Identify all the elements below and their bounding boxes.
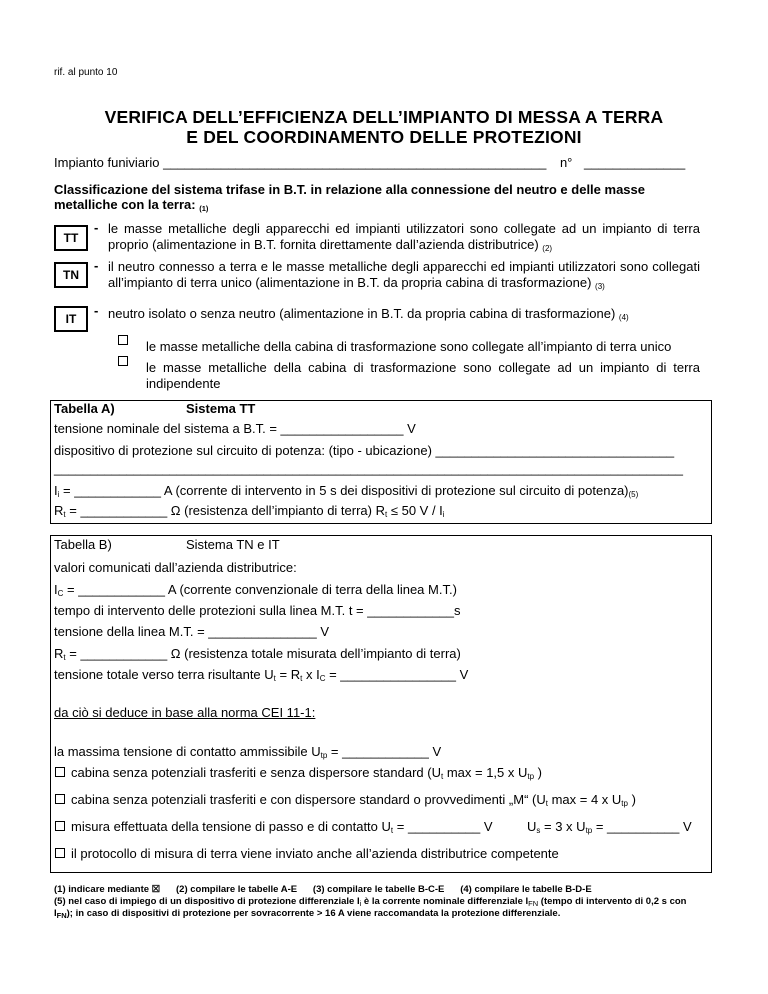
note: (5) — [628, 490, 639, 499]
subscript: tp — [621, 799, 628, 808]
subscript: t — [545, 799, 548, 808]
text: = ____________ A (corrente convenzionale di terra della linea M.T.) — [63, 582, 457, 597]
system-tt-box: TT — [54, 225, 88, 251]
table-b-current[interactable] — [54, 582, 457, 598]
text: cabina senza potenziali trasferiti e con dispersore standard o provvedimenti „M“ (U — [71, 792, 546, 807]
subscript: t — [63, 653, 66, 662]
text: = ________________ V — [325, 667, 469, 682]
misura-checkbox[interactable] — [55, 821, 65, 831]
text: ) — [534, 765, 543, 780]
title-line-1: VERIFICA DELL’EFFICIENZA DELL’IMPIANTO DI MESSA A TERRA — [104, 107, 664, 127]
table-b-system: Sistema TN e IT — [186, 537, 280, 552]
text: = R — [275, 667, 301, 682]
system-tt-description — [108, 221, 700, 257]
text: ) — [627, 792, 636, 807]
subscript: t — [440, 772, 444, 781]
table-a-device[interactable]: dispositivo di protezione sul circuito di potenza: (tipo - ubicazione) _________________________________ — [54, 443, 675, 458]
text: max = 1,5 x U — [443, 765, 528, 780]
dash: - — [94, 303, 99, 318]
system-tn-description — [108, 259, 700, 295]
page-title — [40, 107, 728, 147]
table-a-device-cont[interactable]: _______________________________________________________________________________________ — [54, 461, 684, 476]
cabina-dispersore-label — [71, 792, 636, 808]
text: cabina senza potenziali trasferiti e senza dispersore standard (U — [71, 765, 441, 780]
subscript: t — [300, 674, 303, 683]
table-b-total-voltage[interactable] — [54, 667, 468, 683]
impianto-row — [54, 155, 685, 170]
text: max = 4 x U — [547, 792, 622, 807]
subscript: t — [63, 510, 66, 519]
subscript: i — [359, 899, 362, 908]
numero-field[interactable]: ______________ — [584, 155, 686, 170]
system-it-note: (4) — [618, 313, 629, 322]
text: ≤ 50 V / I — [387, 503, 443, 518]
text: = 3 x U — [540, 819, 586, 834]
subscript: C — [319, 674, 326, 683]
text: = __________ V — [393, 819, 493, 834]
text: U — [527, 819, 537, 834]
subscript: FN — [528, 899, 539, 908]
subscript: FN — [56, 911, 67, 920]
system-tn-box: TN — [54, 262, 88, 288]
table-b-line-voltage[interactable]: tensione della linea M.T. = _______________ V — [54, 624, 330, 639]
text: I — [54, 908, 57, 919]
text: (tempo di intervento di 0,2 s con — [538, 896, 687, 907]
text: (5) nel caso di impiego di un dispositivo di protezione differenziale I — [54, 896, 360, 907]
subscript: tp — [585, 826, 593, 835]
it-option-2-label: le masse metalliche della cabina di trasformazione sono collegate ad un impianto di terra indipendente — [146, 360, 700, 391]
footnote-1: (1) indicare mediante ☒ (2) compilare le tabelle A-E (3) compilare le tabelle B-C-E (4) compilare le tabelle B-D-E — [54, 884, 592, 895]
impianto-label: Impianto funiviario — [54, 155, 160, 170]
system-it-text: neutro isolato o senza neutro (alimentazione in B.T. da propria cabina di trasformazione) — [108, 306, 616, 321]
table-b-intro: valori comunicati dall’azienda distributrice: — [54, 560, 297, 575]
subscript: t — [273, 674, 276, 683]
text: tensione totale verso terra risultante U — [54, 667, 274, 682]
dash: - — [94, 258, 99, 273]
protocollo-label: il protocollo di misura di terra viene inviato anche all’azienda distributrice competente — [71, 846, 559, 861]
reference-note: rif. al punto 10 — [54, 67, 118, 78]
table-b-max-voltage[interactable] — [54, 744, 441, 760]
impianto-field[interactable]: _____________________________________________________ — [163, 155, 547, 170]
text: R — [54, 646, 64, 661]
cabina-dispersore-checkbox[interactable] — [55, 794, 65, 804]
table-a-resistance[interactable] — [54, 503, 445, 519]
text: R — [54, 503, 64, 518]
cabina-standard-label — [71, 765, 542, 781]
classification-note: (1) — [199, 204, 209, 213]
subscript: t — [385, 510, 388, 519]
it-option-1-checkbox[interactable] — [118, 335, 128, 345]
subscript: tp — [527, 772, 535, 781]
text: = __________ V — [592, 819, 692, 834]
protocollo-checkbox[interactable] — [55, 848, 65, 858]
text: = ____________ V — [327, 744, 442, 759]
text: la massima tensione di contatto ammissibile U — [54, 744, 321, 759]
classification-heading — [54, 182, 694, 216]
subscript: i — [57, 490, 60, 499]
subscript: t — [390, 826, 394, 835]
system-tn-note: (3) — [595, 282, 605, 291]
subscript: C — [57, 589, 64, 598]
text: I — [54, 582, 58, 597]
table-a-label: Tabella A) — [54, 401, 115, 416]
text: è la corrente nominale differenziale I — [361, 896, 529, 907]
system-tt-text: le masse metalliche degli apparecchi ed impianti utilizzatori sono collegate ad un impianto di terra proprio (alimentazione in B.T. fornita direttamente dall’azienda distributrice) — [108, 221, 700, 252]
table-a-voltage[interactable]: tensione nominale del sistema a B.T. = _________________ V — [54, 421, 416, 436]
table-b-time[interactable]: tempo di intervento delle protezioni sulla linea M.T. t = ____________s — [54, 603, 461, 618]
subscript: s — [536, 826, 541, 835]
system-it-description — [108, 306, 700, 326]
text: misura effettuata della tensione di passo e di contatto U — [71, 819, 391, 834]
it-option-1-label: le masse metalliche della cabina di trasformazione sono collegate all’impianto di terra unico — [146, 339, 672, 354]
text: I — [54, 483, 58, 498]
it-option-2-checkbox[interactable] — [118, 356, 128, 366]
subscript: i — [442, 510, 445, 519]
system-tn-text: il neutro connesso a terra e le masse metalliche degli apparecchi ed impianti utilizzatori sono collegati all’impianto di terra unico (alimentazione in B.T. da propria cabina di trasformazione) — [108, 259, 700, 290]
text: ); in caso di dispositivi di protezione per sovracorrente > 16 A viene raccomandata la protezione differenziale. — [66, 908, 561, 919]
table-b-resistance[interactable] — [54, 646, 461, 662]
table-b-deduce: da ciò si deduce in base alla norma CEI 11-1: — [54, 705, 316, 720]
dash: - — [94, 220, 99, 235]
text: = ____________ Ω (resistenza totale misurata dell’impianto di terra) — [65, 646, 461, 661]
text: = ____________ Ω (resistenza dell’impianto di terra) R — [65, 503, 385, 518]
table-a-current[interactable] — [54, 483, 638, 499]
subscript: tp — [320, 751, 328, 760]
misura-us-field[interactable] — [527, 819, 692, 835]
table-b-label: Tabella B) — [54, 537, 112, 552]
system-tt-note: (2) — [542, 244, 553, 253]
text: x I — [302, 667, 320, 682]
system-it-box: IT — [54, 306, 88, 332]
title-line-2: E DEL COORDINAMENTO DELLE PROTEZIONI — [186, 127, 582, 147]
misura-label[interactable] — [71, 819, 493, 835]
footnote-5-cont — [54, 908, 560, 922]
cabina-standard-checkbox[interactable] — [55, 767, 65, 777]
text: = ____________ A (corrente di intervento in 5 s dei dispositivi di protezione sul circuito di potenza) — [59, 483, 629, 498]
classification-text: Classificazione del sistema trifase in B.T. in relazione alla connessione del neutro e delle masse metalliche con la terra: — [54, 182, 645, 212]
table-a-system: Sistema TT — [186, 401, 256, 416]
numero-label: n° — [559, 155, 573, 170]
